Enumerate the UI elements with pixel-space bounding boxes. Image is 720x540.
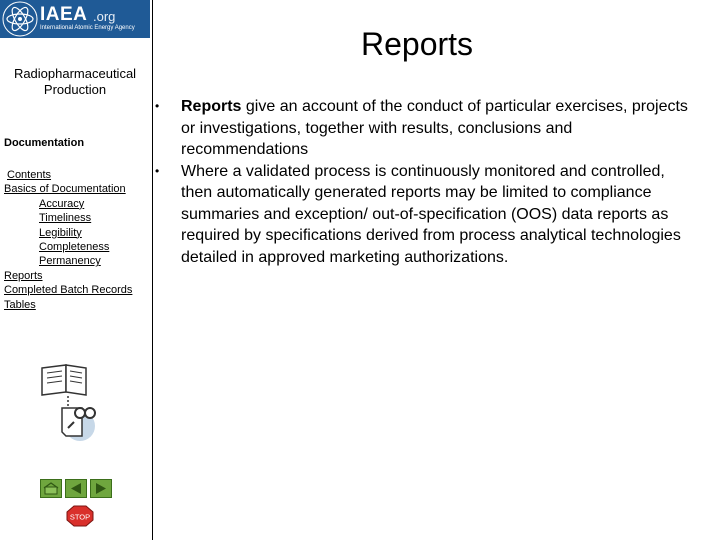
home-icon bbox=[43, 482, 59, 495]
nav-link-reports[interactable]: Reports bbox=[4, 269, 43, 282]
stop-label: STOP bbox=[69, 512, 91, 522]
bullet-item bbox=[155, 96, 700, 161]
logo-subtitle: International Atomic Energy Agency bbox=[40, 25, 135, 31]
documentation-illustration bbox=[38, 362, 98, 449]
sidebar bbox=[0, 0, 153, 540]
nav-link-basics-of-documentation[interactable]: Basics of Documentation bbox=[4, 183, 126, 196]
next-slide-button[interactable] bbox=[90, 479, 112, 498]
logo-name: IAEA bbox=[40, 4, 88, 25]
nav-link-legibility[interactable]: Legibility bbox=[39, 226, 82, 239]
nav-link-timeliness[interactable]: Timeliness bbox=[39, 212, 92, 225]
page-title: Reports bbox=[361, 26, 474, 62]
sidebar-nav bbox=[0, 168, 150, 312]
first-slide-button[interactable] bbox=[40, 479, 62, 498]
previous-slide-button[interactable] bbox=[65, 479, 87, 498]
nav-link-permanency[interactable]: Permanency bbox=[39, 255, 101, 268]
stop-button[interactable] bbox=[66, 505, 94, 527]
logo-domain: .org bbox=[93, 9, 116, 24]
iaea-logo[interactable] bbox=[0, 0, 150, 38]
nav-link-completeness[interactable]: Completeness bbox=[39, 241, 110, 254]
nav-link-tables[interactable]: Tables bbox=[4, 298, 36, 311]
nav-link-contents[interactable]: Contents bbox=[7, 169, 52, 181]
bullet-marker: • bbox=[155, 163, 160, 178]
slide-content bbox=[155, 96, 700, 268]
sidebar-title-line2: Production bbox=[43, 82, 107, 97]
bullet-text: Where a validated process is continuously monitored and controlled, then automatically generated reports may be limited to compliance summaries and exception/ out-of-specification (OOS) data reports as required by specifications derived from process analytical technologies detailed in approved marketing authorizations. bbox=[181, 162, 681, 266]
sidebar-title bbox=[0, 66, 150, 98]
arrow-right-icon bbox=[93, 482, 109, 495]
bullet-marker: • bbox=[155, 99, 160, 113]
sidebar-title-line1: Radiopharmaceutical bbox=[13, 66, 137, 81]
bullet-text: give an account of the conduct of particular exercises, projects or investigations, together with results, conclusions and recommendations bbox=[181, 98, 688, 158]
sidebar-section-heading: Documentation bbox=[4, 137, 85, 149]
bullet-item bbox=[155, 161, 700, 269]
atom-icon bbox=[2, 1, 38, 37]
stop-sign-icon bbox=[66, 505, 94, 527]
bullet-bold-lead: Reports bbox=[181, 98, 242, 115]
nav-link-completed-batch-records[interactable]: Completed Batch Records bbox=[4, 284, 133, 297]
arrow-left-icon bbox=[68, 482, 84, 495]
book-icon bbox=[42, 365, 86, 395]
nav-link-accuracy[interactable]: Accuracy bbox=[39, 197, 85, 210]
